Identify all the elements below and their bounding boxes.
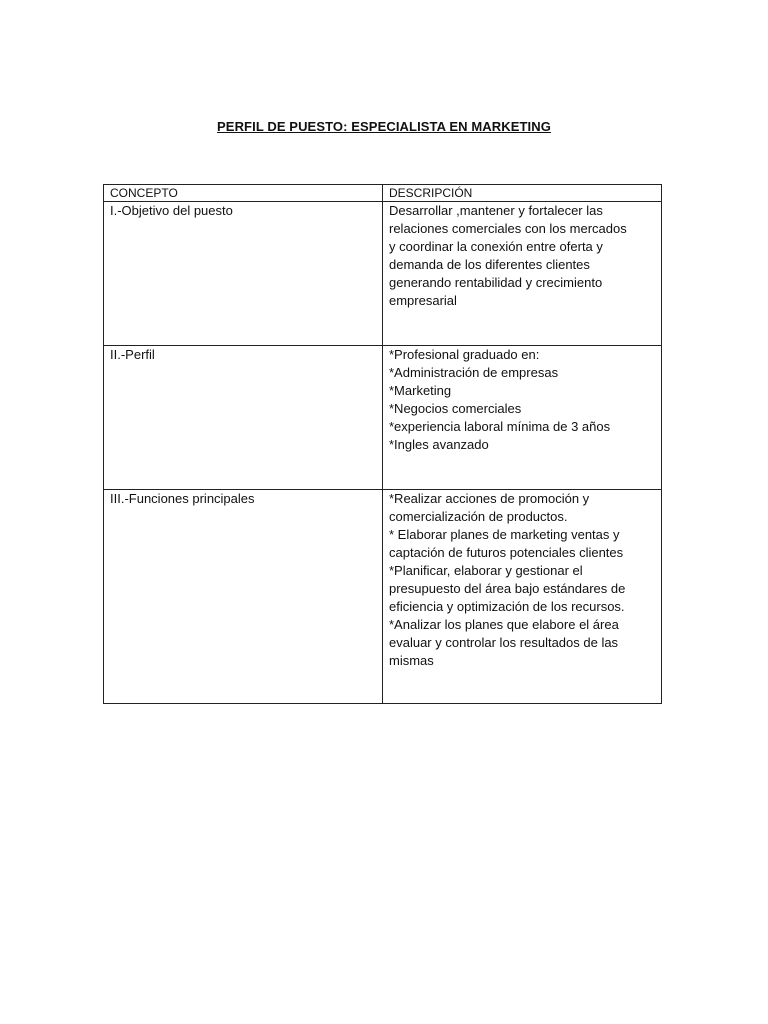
description-line: Desarrollar ,mantener y fortalecer las (389, 203, 603, 218)
table-header-row (104, 185, 662, 202)
table-row-perfil (104, 346, 662, 490)
description-line: y coordinar la conexión entre oferta y (389, 239, 603, 254)
description-line: * Elaborar planes de marketing ventas y (389, 527, 620, 542)
page-title: PERFIL DE PUESTO: ESPECIALISTA EN MARKETING (217, 119, 551, 134)
description-line: *Profesional graduado en: (389, 347, 540, 362)
header-description: DESCRIPCIÓN (383, 185, 662, 202)
description-line: generando rentabilidad y crecimiento (389, 275, 603, 290)
description-line: *Realizar acciones de promoción y (389, 491, 590, 506)
description-line: *Ingles avanzado (389, 437, 489, 452)
description-line: captación de futuros potenciales clientes (389, 545, 624, 560)
description-line: mismas (389, 653, 434, 668)
description-line: *Analizar los planes que elabore el área (389, 617, 619, 632)
concept-objective: I.-Objetivo del puesto (104, 202, 383, 346)
description-line: *Planificar, elaborar y gestionar el (389, 563, 583, 578)
description-line: *experiencia laboral mínima de 3 años (389, 419, 611, 434)
table-row-funciones (104, 490, 662, 704)
description-line: *Administración de empresas (389, 365, 559, 380)
description-line: *Negocios comerciales (389, 401, 522, 416)
description-line: *Marketing (389, 383, 452, 398)
description-perfil (383, 346, 662, 490)
header-concept: CONCEPTO (104, 185, 383, 202)
description-line: demanda de los diferentes clientes (389, 257, 590, 272)
description-line: empresarial (389, 293, 457, 308)
concept-perfil: II.-Perfil (104, 346, 383, 490)
description-line: eficiencia y optimización de los recursos. (389, 599, 625, 614)
description-line: relaciones comerciales con los mercados (389, 221, 627, 236)
description-line: presupuesto del área bajo estándares de (389, 581, 626, 596)
description-line: evaluar y controlar los resultados de las (389, 635, 619, 650)
concept-funciones: III.-Funciones principales (104, 490, 383, 704)
table-row-objective (104, 202, 662, 346)
description-funciones (383, 490, 662, 704)
description-objective (383, 202, 662, 346)
job-profile-table (103, 184, 662, 704)
description-line: comercialización de productos. (389, 509, 568, 524)
